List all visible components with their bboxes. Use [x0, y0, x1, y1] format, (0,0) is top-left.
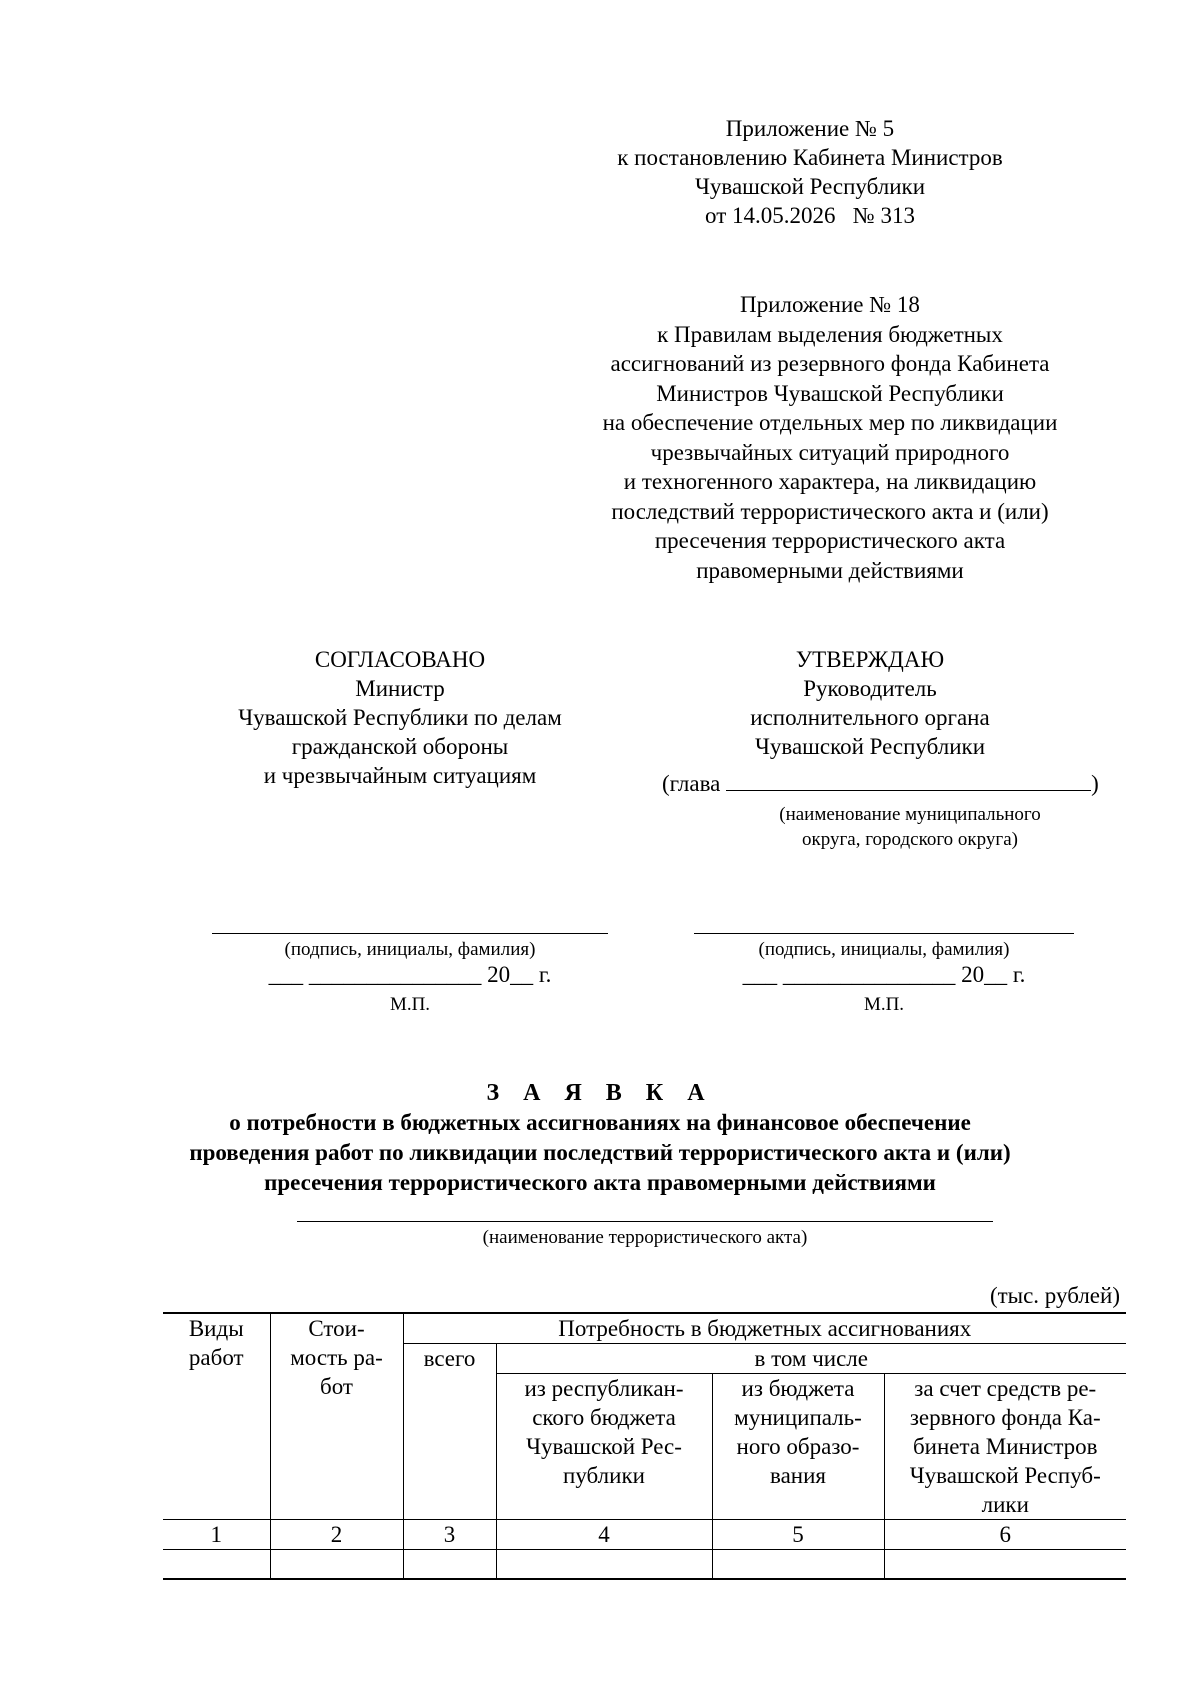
agreed-date-line: ___ _______________ 20__ г. [268, 962, 552, 987]
appendix-5-line: Чувашской Республики [694, 174, 926, 199]
appendix-18-line: пресечения террористического акта [654, 528, 1006, 553]
header-total: всего [403, 1344, 496, 1520]
request-subtitle-line: проведения работ по ликвидации последствий террористического акта и (или) [189, 1140, 1011, 1165]
agreed-block [195, 645, 605, 790]
glava-blank [726, 768, 1091, 791]
request-subtitle-line: пресечения террористического акта правомерными действиями [264, 1170, 936, 1195]
act-name-caption: (наименование террористического акта) [482, 1227, 808, 1248]
agreed-line: и чрезвычайным ситуациям [263, 763, 537, 788]
table-cell [270, 1550, 403, 1580]
request-subtitle-line: о потребности в бюджетных ассигнованиях на финансовое обеспечение [229, 1110, 971, 1135]
agreed-stamp: М.П. [389, 994, 431, 1015]
approved-heading: УТВЕРЖДАЮ [795, 647, 945, 672]
glava-prefix: (глава [662, 771, 721, 796]
units-label: (тыс. рублей) [989, 1283, 1120, 1308]
appendix-18-line: и техногенного характера, на ликвидацию [623, 469, 1037, 494]
header-cost-of-work: Стои- мость ра- бот [270, 1313, 403, 1520]
glava-field [662, 768, 1102, 798]
request-title-block [150, 1078, 1050, 1198]
approved-signature-line [694, 933, 1074, 934]
appendix-18-line: правомерными действиями [696, 557, 964, 583]
table-cell [712, 1550, 884, 1580]
table-cell [403, 1550, 496, 1580]
request-table [163, 1312, 1126, 1580]
header-municipal-budget: из бюджета муниципаль- ного образо- вания [712, 1374, 884, 1520]
table-cell [163, 1550, 270, 1580]
appendix-5-line: к постановлению Кабинета Министров [617, 145, 1003, 170]
header-republic-budget: из республикан- ского бюджета Чувашской Рес- публики [496, 1374, 712, 1520]
approved-date-line: ___ _______________ 20__ г. [742, 962, 1026, 987]
approved-signature-caption: (подпись, инициалы, фамилия) [758, 939, 1010, 960]
appendix-5-header [560, 114, 1060, 230]
appendix-18-line: ассигнований из резервного фонда Кабинета [610, 351, 1050, 376]
table-cell [884, 1550, 1126, 1580]
appendix-18-header [580, 290, 1080, 585]
header-types-of-work: Виды работ [163, 1313, 270, 1520]
agreed-line: Министр [355, 676, 445, 701]
column-number: 6 [884, 1520, 1126, 1550]
column-number: 1 [163, 1520, 270, 1550]
appendix-5-line: от 14.05.2026 № 313 [705, 203, 915, 228]
agreed-line: Чувашской Республики по делам [238, 705, 562, 730]
column-number: 4 [496, 1520, 712, 1550]
column-number: 2 [270, 1520, 403, 1550]
column-number: 5 [712, 1520, 884, 1550]
appendix-18-line: чрезвычайных ситуаций природного [650, 439, 1010, 465]
appendix-18-line: Министров Чувашской Республики [656, 380, 1004, 406]
appendix-18-line: Приложение № 18 [740, 292, 920, 317]
agreed-signature-line [212, 933, 608, 934]
act-name-line [297, 1221, 993, 1222]
appendix-18-line: к Правилам выделения бюджетных [657, 321, 1003, 347]
column-number: 3 [403, 1520, 496, 1550]
appendix-5-line: Приложение № 5 [725, 116, 895, 141]
approved-stamp: М.П. [863, 994, 905, 1015]
appendix-18-line: на обеспечение отдельных мер по ликвидации [602, 410, 1058, 435]
approved-line: Чувашской Республики [754, 734, 986, 759]
glava-caption-line: (наименование муниципального [779, 804, 1041, 825]
header-including: в том числе [496, 1344, 1126, 1374]
agreed-heading: СОГЛАСОВАНО [314, 647, 486, 672]
agreed-signature-caption: (подпись, инициалы, фамилия) [284, 939, 536, 960]
header-reserve-fund: за счет средств ре- зервного фонда Ка- бинета Министров Чувашской Респуб- лики [884, 1374, 1126, 1520]
glava-caption-line: округа, городского округа) [802, 829, 1018, 850]
approved-line: исполнительного органа [750, 705, 990, 730]
glava-caption [730, 802, 1090, 852]
appendix-18-line: последствий террористического акта и (или) [611, 498, 1049, 524]
glava-suffix: ) [1091, 771, 1099, 796]
request-title: З А Я В К А [486, 1080, 714, 1106]
agreed-line: гражданской обороны [291, 734, 509, 759]
table-cell [496, 1550, 712, 1580]
approved-line: Руководитель [803, 676, 937, 701]
approved-block [660, 645, 1080, 761]
header-budget-need: Потребность в бюджетных ассигнованиях [403, 1313, 1126, 1344]
